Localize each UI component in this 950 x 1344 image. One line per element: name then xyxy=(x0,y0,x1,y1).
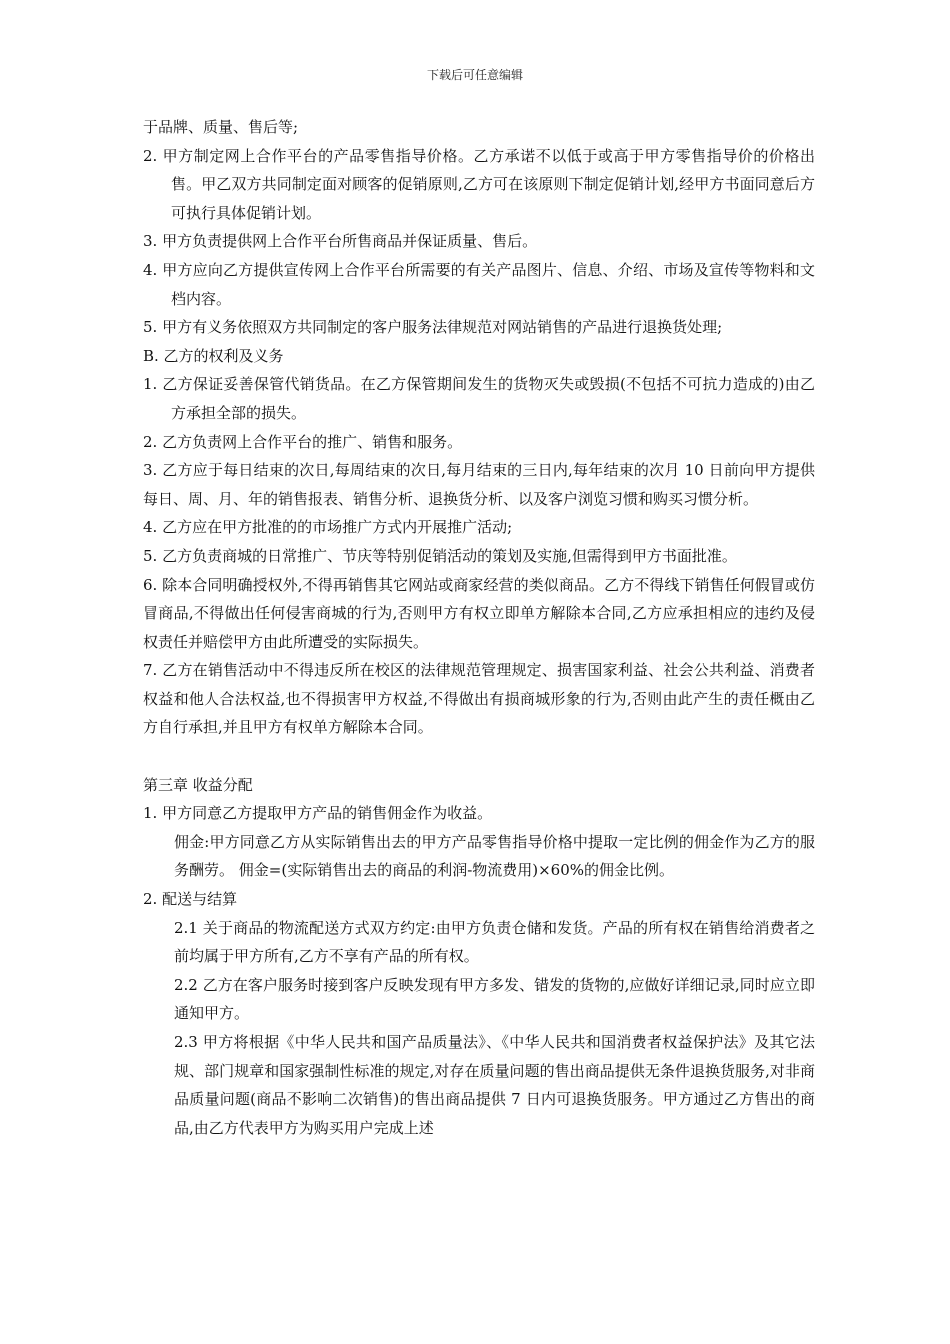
clause-b5-events: 5. 乙方负责商城的日常推广、节庆等特别促销活动的策划及实施,但需得到甲方书面批准。 xyxy=(143,546,737,565)
clause-a5-returns: 5. 甲方有义务依照双方共同制定的客户服务法律规范对网站销售的产品进行退换货处理; xyxy=(143,318,723,337)
clause-b7-compliance: 7. 乙方在销售活动中不得违反所在校区的法律规范管理规定、损害国家利益、社会公共利益、消费者权益和他人合法权益,也不得损害甲方权益,不得做出有损商城形象的行为,否则由此产生的责任概由乙方自行承担,并且甲方有权单方解除本合同。 xyxy=(143,661,815,737)
clause-c2-delivery: 2. 配送与结算 xyxy=(143,890,238,909)
clause-c2-3-quality: 2.3 甲方将根据《中华人民共和国产品质量法》、《中华人民共和国消费者权益保护法》及其它法规、部门规章和国家强制性标准的规定,对存在质量问题的售出商品提供无条件退换货服务,对非商品质量问题(商品不影响二次销售)的售出商品提供 7 日内可退换货服务。甲方通过乙方售出的商品,由乙方代表甲方为购买用户完成上述 xyxy=(174,1033,815,1137)
clause-b3-reports: 3. 乙方应于每日结束的次日,每周结束的次日,每月结束的三日内,每年结束的次月 10 日前向甲方提供每日、周、月、年的销售报表、销售分析、退换货分析、以及客户浏览习惯和购买习惯分析。 xyxy=(143,461,815,508)
clause-a4-materials: 4. 甲方应向乙方提供宣传网上合作平台所需要的有关产品图片、信息、介绍、市场及宣传等物料和文档内容。 xyxy=(143,260,815,308)
document-body xyxy=(143,113,815,1142)
clause-a2-pricing: 2. 甲方制定网上合作平台的产品零售指导价格。乙方承诺不以低于或高于甲方零售指导价的价格出售。甲乙双方共同制定面对顾客的促销原则,乙方可在该原则下制定促销计划,经甲方书面同意后方可执行具体促销计划。 xyxy=(143,146,815,222)
clause-c1-commission: 1. 甲方同意乙方提取甲方产品的销售佣金作为收益。 xyxy=(143,804,493,823)
paragraph-gap xyxy=(143,742,815,771)
commission-definition: 佣金:甲方同意乙方从实际销售出去的甲方产品零售指导价格中提取一定比例的佣金作为乙方的服务酬劳。 佣金=(实际销售出去的商品的利润-物流费用)×60%的佣金比例。 xyxy=(174,832,815,880)
chapter-three-heading: 第三章 收益分配 xyxy=(143,775,253,794)
clause-b1-custody: 1. 乙方保证妥善保管代销货品。在乙方保管期间发生的货物灭失或毁损(不包括不可抗力造成的)由乙方承担全部的损失。 xyxy=(143,375,815,422)
clause-a3-supply: 3. 甲方负责提供网上合作平台所售商品并保证质量、售后。 xyxy=(143,232,538,251)
paragraph-continuation: 于品牌、质量、售后等; xyxy=(143,118,299,136)
clause-c2-2-errors: 2.2 乙方在客户服务时接到客户反映发现有甲方多发、错发的货物的,应做好详细记录,同时应立即通知甲方。 xyxy=(174,975,815,1023)
section-b-heading: B. 乙方的权利及义务 xyxy=(143,346,284,365)
clause-c2-1-logistics: 2.1 关于商品的物流配送方式双方约定:由甲方负责仓储和发货。产品的所有权在销售给消费者之前均属于甲方所有,乙方不享有产品的所有权。 xyxy=(174,918,815,966)
clause-b6-exclusivity: 6. 除本合同明确授权外,不得再销售其它网站或商家经营的类似商品。乙方不得线下销售任何假冒或仿冒商品,不得做出任何侵害商城的行为,否则甲方有权立即单方解除本合同,乙方应承担相应的违约及侵权责任并赔偿甲方由此所遭受的实际损失。 xyxy=(143,575,815,651)
clause-b2-promotion: 2. 乙方负责网上合作平台的推广、销售和服务。 xyxy=(143,432,463,451)
clause-b4-marketing: 4. 乙方应在甲方批准的的市场推广方式内开展推广活动; xyxy=(143,518,513,537)
page-header: 下载后可任意编辑 xyxy=(426,68,523,82)
